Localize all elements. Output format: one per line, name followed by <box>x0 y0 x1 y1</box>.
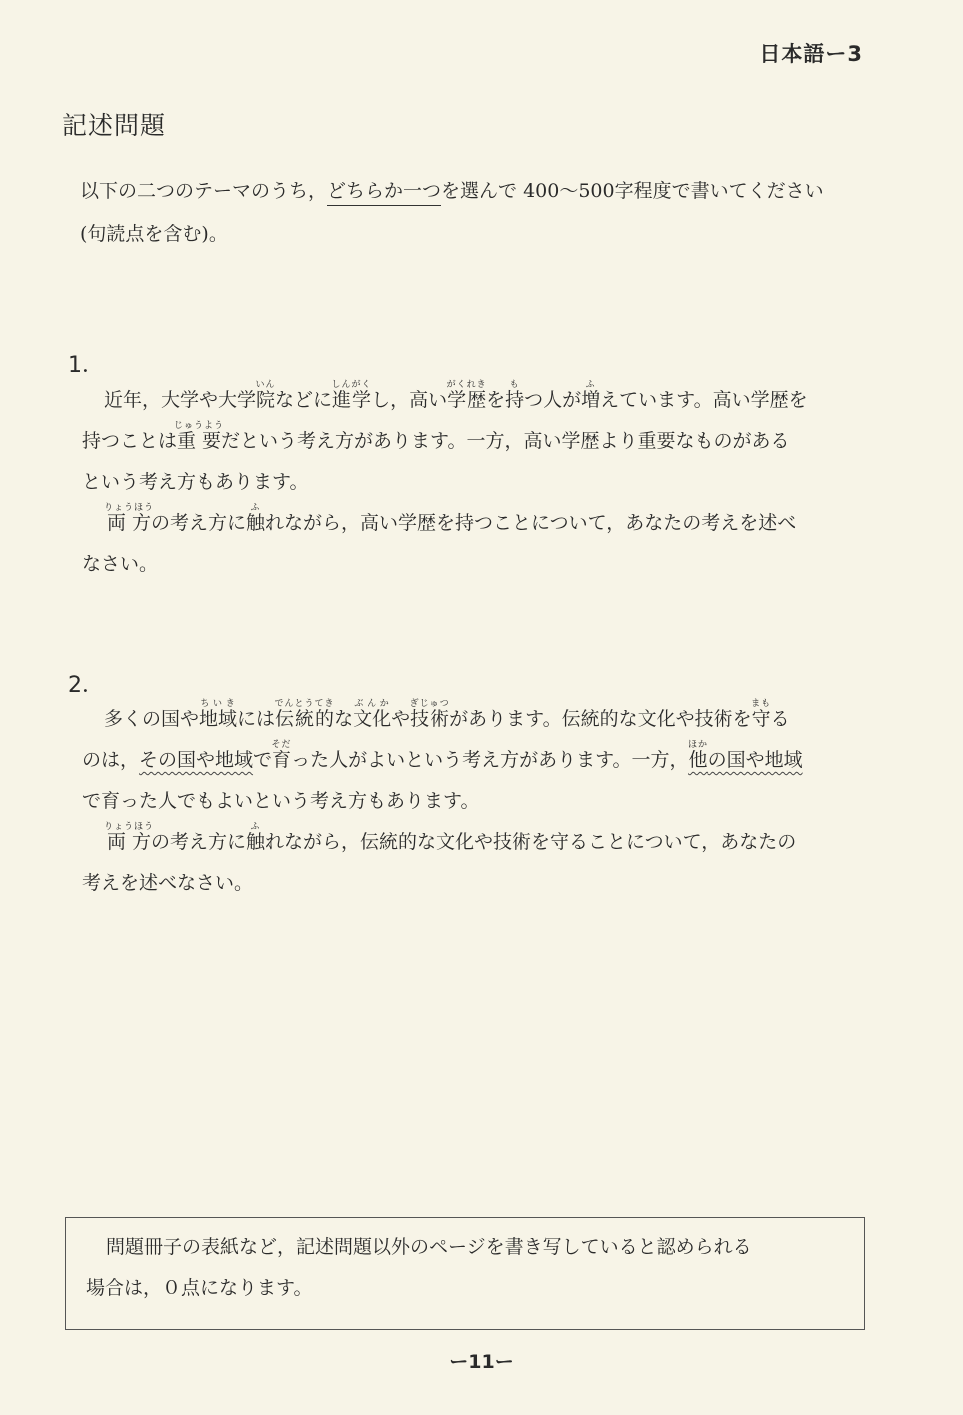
instructions-line-1 <box>80 182 870 201</box>
furigana-word: 他ほか <box>688 740 709 771</box>
furigana-word: 技術ぎじゅつ <box>409 699 450 730</box>
text: の考え方に <box>151 831 247 853</box>
q2-line-5: 考えを述べなさい。 <box>82 872 254 894</box>
instructions-text: 以下の二つのテーマのうち， <box>80 180 328 202</box>
furigana-word: 重要じゅうよう <box>174 421 225 452</box>
furigana-word: 増ふ <box>581 380 601 411</box>
furigana-word: 学歴がくれき <box>446 380 487 411</box>
furigana-word: 両方りょうほう <box>104 822 155 853</box>
furigana-word: 触ふ <box>246 822 266 853</box>
text: を <box>486 389 506 411</box>
text: で <box>253 749 273 771</box>
text: 近年，大学や大学 <box>104 389 257 411</box>
text: つ人が <box>524 389 582 411</box>
section-title: 記述問題 <box>62 111 167 140</box>
text: る <box>770 708 790 730</box>
text: 持つことは <box>82 430 178 452</box>
furigana-word: 持も <box>505 380 525 411</box>
q2-line-1 <box>82 699 872 740</box>
q1-line-2 <box>82 421 872 462</box>
instructions-text: を選んで 400〜500字程度で書いてください <box>441 180 824 202</box>
furigana-word: 触ふ <box>246 503 266 534</box>
underlined-emphasis: どちらか一つ <box>327 180 441 206</box>
notice-line-2: 場合は，０点になります。 <box>86 1277 313 1299</box>
text: があります。伝統的な文化や技術を <box>449 708 752 730</box>
text: には <box>237 708 276 730</box>
wavy-underlined-phrase: 他ほかの国や地域 <box>688 740 803 771</box>
question-2-number: 2． <box>68 673 104 698</box>
furigana-word: 進学しんがく <box>331 380 372 411</box>
text: れながら，伝統的な文化や技術を守ることについて，あなたの <box>265 831 797 853</box>
furigana-word: 文化ぶんか <box>353 699 392 730</box>
text: 多くの国や <box>104 708 200 730</box>
furigana-word: 育そだ <box>271 740 292 771</box>
q1-line-5: なさい。 <box>82 553 159 575</box>
text: し，高い <box>371 389 448 411</box>
furigana-word: 伝統的でんとうてき <box>274 699 335 730</box>
question-1-body <box>82 380 872 585</box>
q2-line-2 <box>82 740 872 781</box>
text: などに <box>275 389 333 411</box>
question-1-number: 1． <box>68 353 104 378</box>
text: の考え方に <box>151 512 247 534</box>
instructions <box>80 182 870 244</box>
q1-line-1 <box>82 380 872 421</box>
page-header-label: 日本語ー3 <box>759 42 863 66</box>
furigana-word: 守まも <box>751 699 772 730</box>
notice-box <box>65 1217 865 1330</box>
text: や <box>391 708 411 730</box>
notice-line-1: 問題冊子の表紙など，記述問題以外のページを書き写していると認められる <box>106 1236 752 1258</box>
q2-line-4 <box>82 822 872 863</box>
instructions-line-2: (句読点を含む)。 <box>80 223 228 245</box>
furigana-word: 地域ちいき <box>199 699 238 730</box>
text: だという考え方があります。一方，高い学歴より重要なものがある <box>221 430 790 452</box>
text: った人がよいという考え方があります。一方， <box>291 749 689 771</box>
question-2-body <box>82 699 872 904</box>
text: えています。高い学歴を <box>600 389 808 411</box>
q1-line-4 <box>82 503 872 544</box>
page-number: ー11ー <box>449 1351 514 1373</box>
furigana-word: 両方りょうほう <box>104 503 155 534</box>
wavy-underlined-phrase: その国や地域 <box>139 749 254 771</box>
text: な <box>334 708 354 730</box>
text: のは， <box>82 749 140 771</box>
furigana-word: 院いん <box>255 380 276 411</box>
q1-line-3: という考え方もあります。 <box>82 471 309 493</box>
text: れながら，高い学歴を持つことについて，あなたの考えを述べ <box>265 512 797 534</box>
q2-line-3: で育った人でもよいという考え方もあります。 <box>82 790 480 812</box>
